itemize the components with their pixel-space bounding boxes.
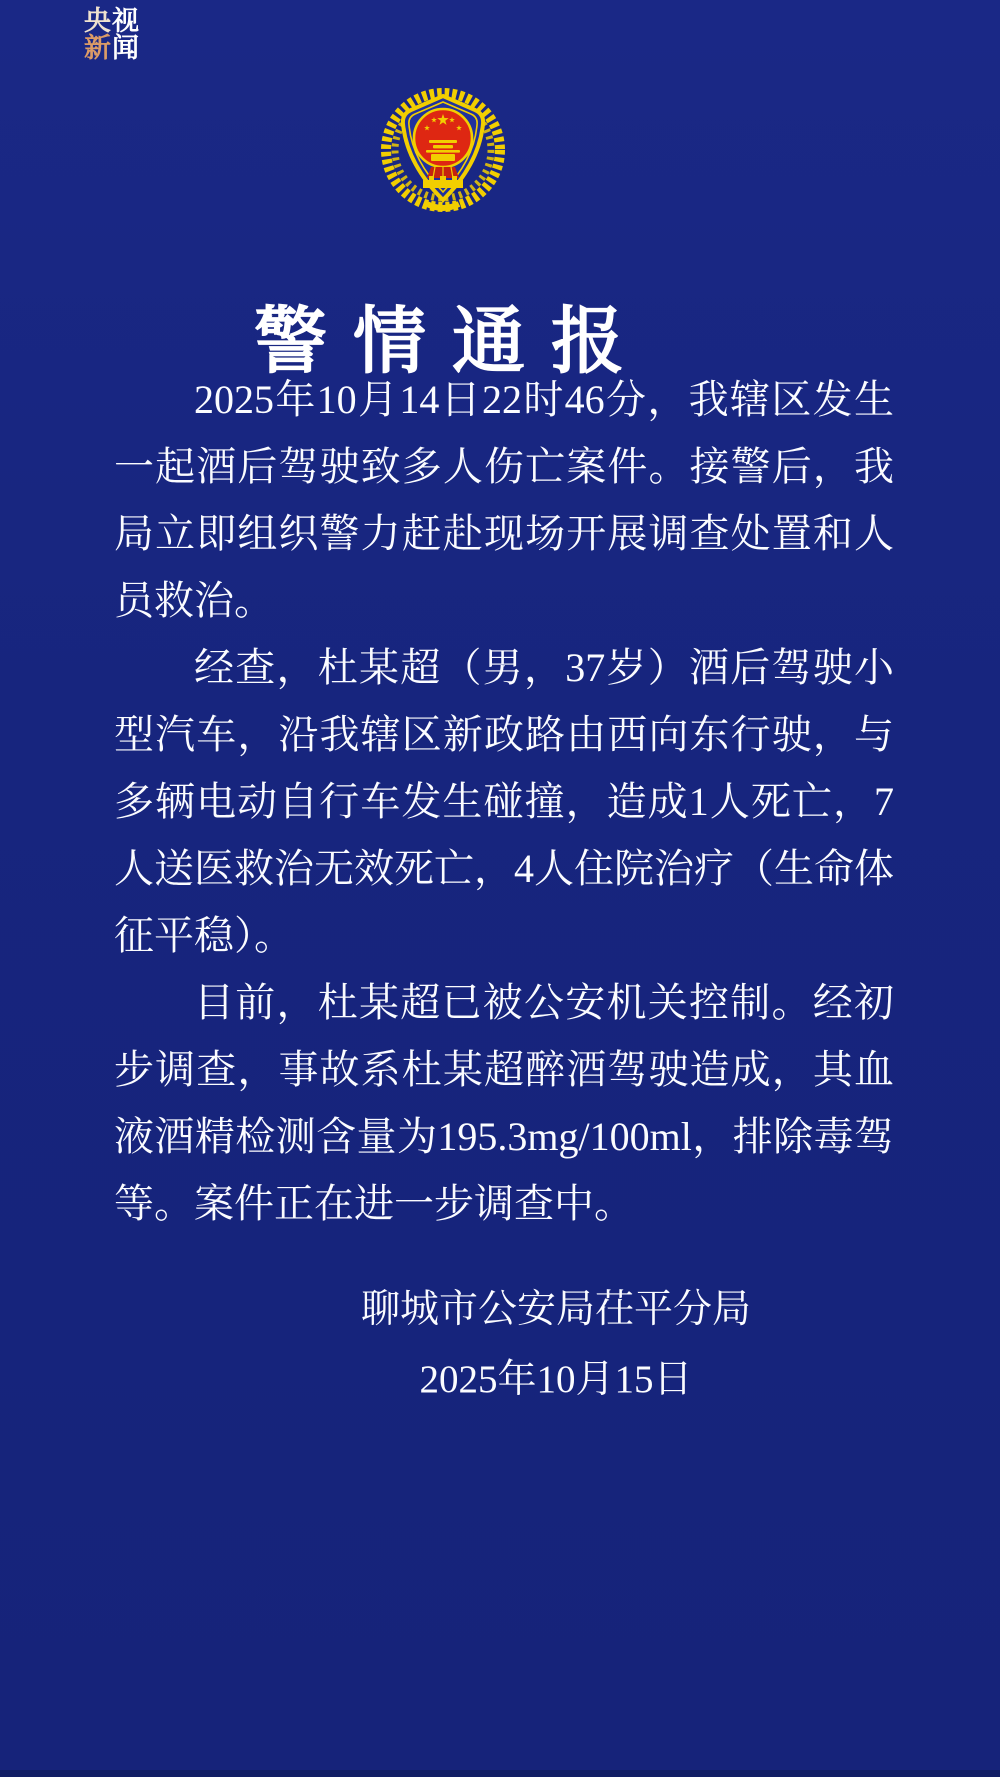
police-emblem-icon bbox=[373, 84, 513, 216]
logo-row bbox=[84, 35, 140, 62]
notice-body bbox=[114, 366, 894, 1237]
notice-title: 警情通报 bbox=[254, 301, 650, 382]
bottom-edge-divider bbox=[0, 1770, 1000, 1777]
logo-char-yang: 央 bbox=[84, 6, 112, 36]
notice-paragraph-2: 经查，杜某超（男，37岁）酒后驾驶小型汽车，沿我辖区新政路由西向东行驶，与多辆电动自行车发生碰撞，造成1人死亡，7人送医救治无效死亡，4人住院治疗（生命体征平稳）。 bbox=[114, 645, 894, 958]
logo-char-shi: 视 bbox=[112, 6, 140, 36]
signature-date: 2025年10月15日 bbox=[419, 1358, 693, 1401]
cctv-news-logo bbox=[84, 8, 140, 62]
logo-char-wen: 闻 bbox=[112, 33, 140, 63]
logo-row bbox=[84, 8, 140, 35]
signature-agency: 聊城市公安局茌平分局 bbox=[360, 1288, 751, 1331]
notice-paragraph-3: 目前，杜某超已被公安机关控制。经初步调查，事故系杜某超醉酒驾驶造成，其血液酒精检测含量为195.3mg/100ml，排除毒驾等。案件正在进一步调查中。 bbox=[114, 980, 894, 1226]
notice-paragraph-1: 2025年10月14日22时46分，我辖区发生一起酒后驾驶致多人伤亡案件。接警后，我局立即组织警力赶赴现场开展调查处置和人员救治。 bbox=[114, 377, 894, 623]
logo-char-xin: 新 bbox=[84, 33, 112, 63]
